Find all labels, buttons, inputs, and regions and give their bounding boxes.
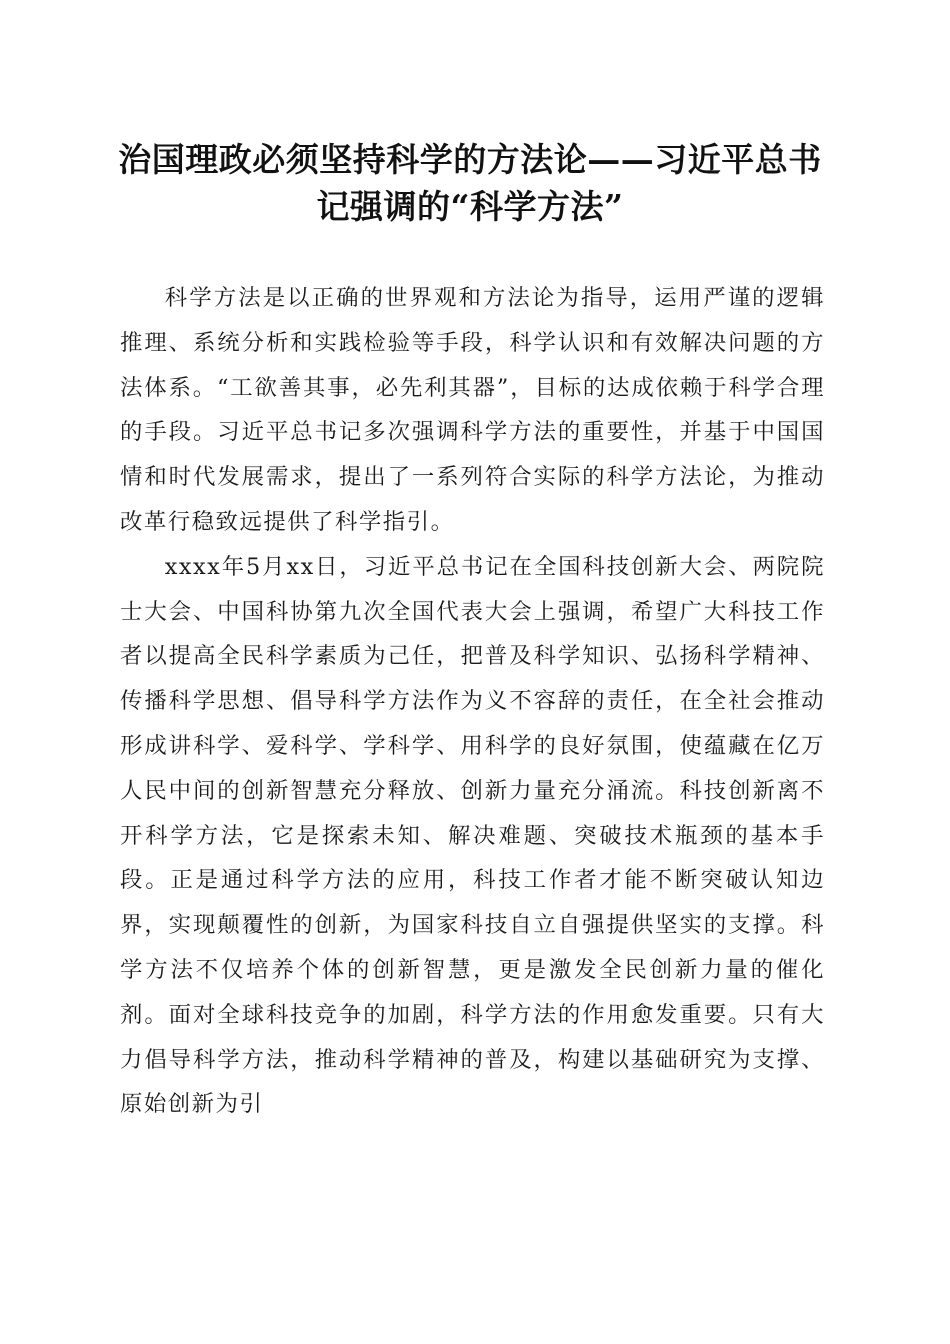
document-title: 治国理政必须坚持科学的方法论——习近平总书记强调的“科学方法”: [118, 140, 822, 226]
document-body: [120, 276, 825, 1127]
paragraph: 科学方法是以正确的世界观和方法论为指导，运用严谨的逻辑推理、系统分析和实践检验等手段，科学认识和有效解决问题的方法体系。“工欲善其事，必先利其器”，目标的达成依赖于科学合理的手段。习近平总书记多次强调科学方法的重要性，并基于中国国情和时代发展需求，提出了一系列符合实际的科学方法论，为推动改革行稳致远提供了科学指引。: [120, 285, 825, 535]
paragraph: xxxx年5月xx日，习近平总书记在全国科技创新大会、两院院士大会、中国科协第九次全国代表大会上强调，希望广大科技工作者以提高全民科学素质为己任，把普及科学知识、弘扬科学精神、传播科学思想、倡导科学方法作为义不容辞的责任，在全社会推动形成讲科学、爱科学、学科学、用科学的良好氛围，使蕴藏在亿万人民中间的创新智慧充分释放、创新力量充分涌流。科技创新离不开科学方法，它是探索未知、解决难题、突破技术瓶颈的基本手段。正是通过科学方法的应用，科技工作者才能不断突破认知边界，实现颠覆性的创新，为国家科技自立自强提供坚实的支撑。科学方法不仅培养个体的创新智慧，更是激发全民创新力量的催化剂。面对全球科技竞争的加剧，科学方法的作用愈发重要。只有大力倡导科学方法，推动科学精神的普及，构建以基础研究为支撑、原始创新为引: [120, 553, 825, 1118]
